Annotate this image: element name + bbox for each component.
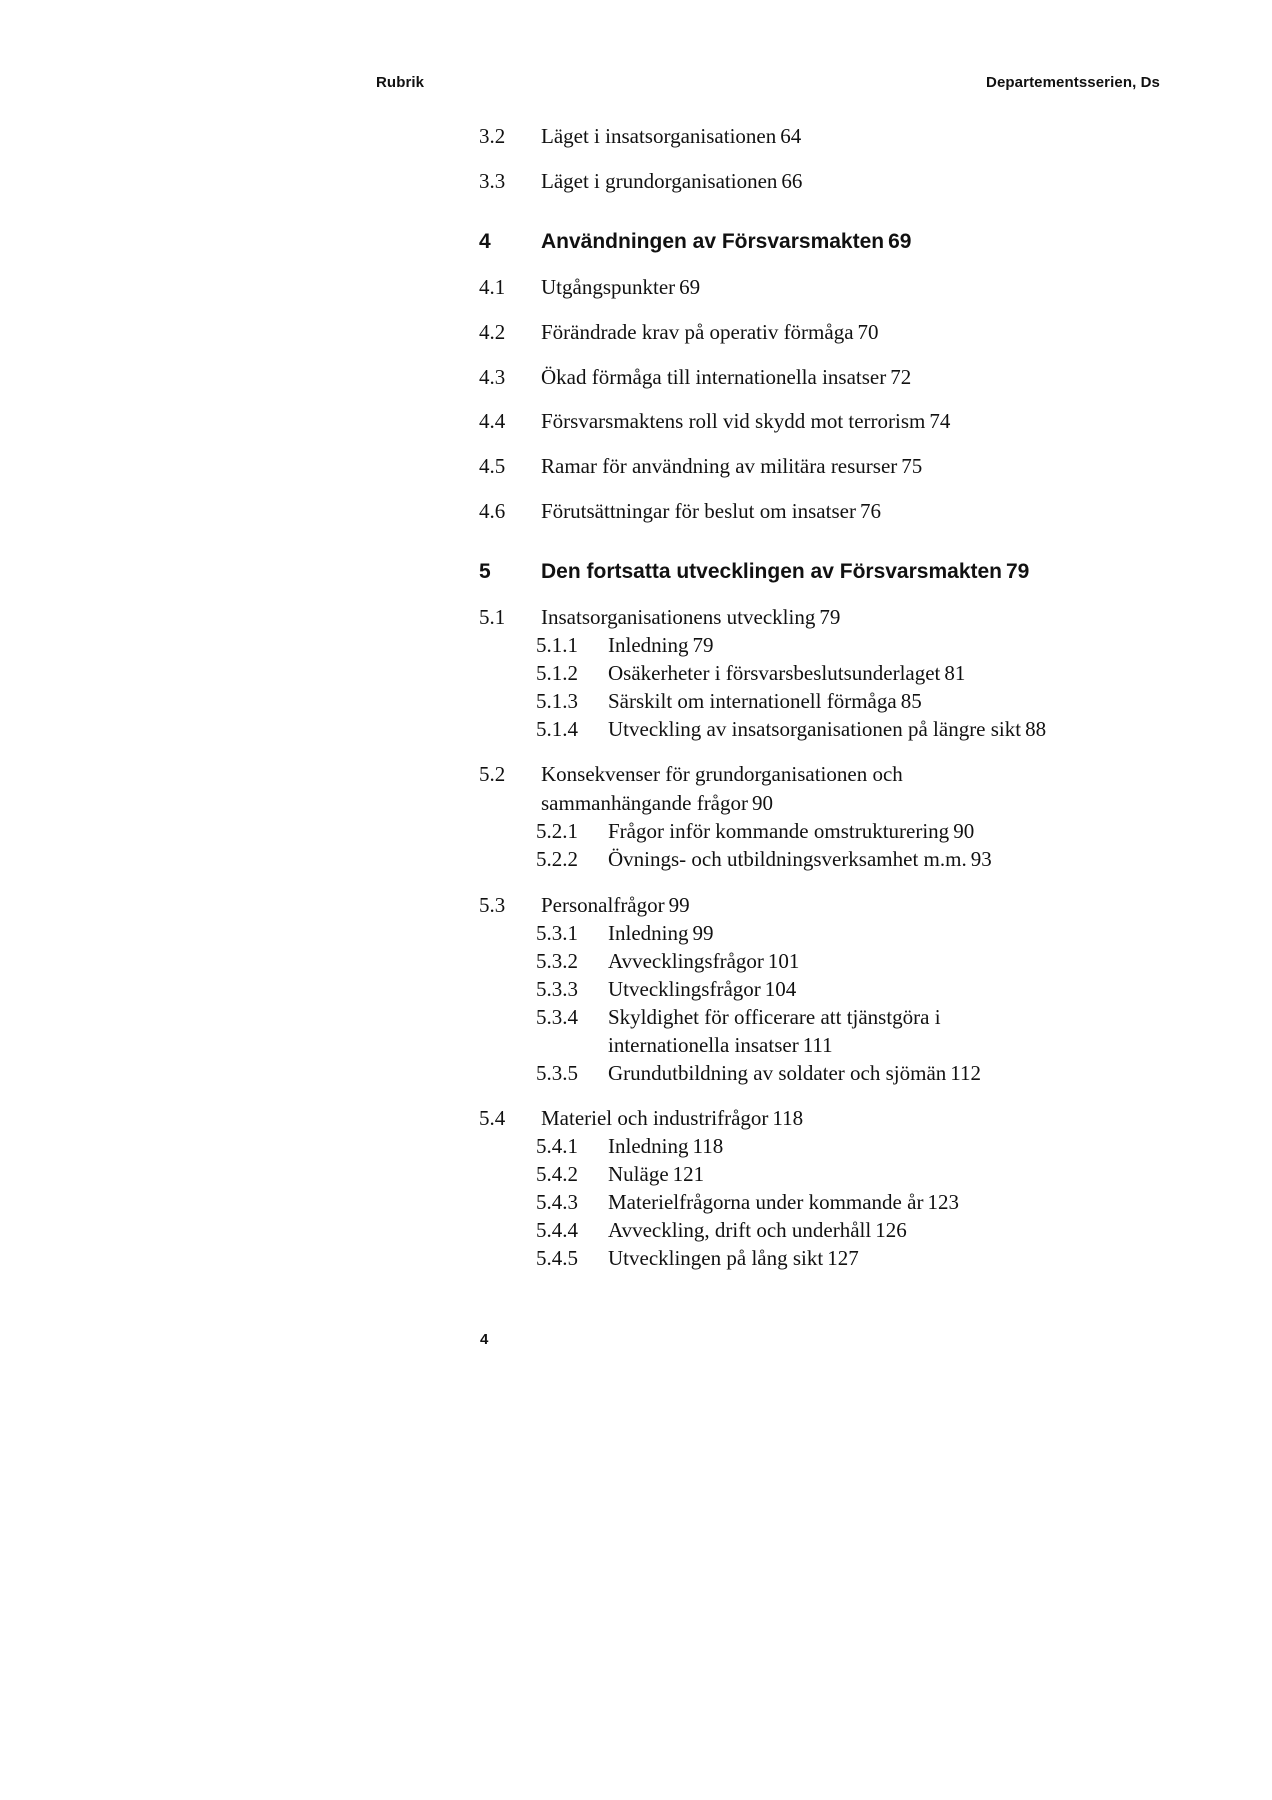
toc-entry-number: 5.1.1 [536, 633, 578, 657]
toc-entry-number: 5 [479, 560, 491, 583]
toc-entry-number: 5.2.2 [536, 847, 578, 871]
toc-entry-page: 118 [772, 1106, 804, 1130]
toc-entry-title: Utveckling av insatsorganisationen på längre sikt [608, 717, 1022, 741]
toc-entry-title: Personalfrågor [541, 893, 665, 917]
toc-entry-number: 4.2 [479, 320, 506, 344]
toc-entry-title: Materielfrågorna under kommande år [608, 1190, 924, 1214]
toc-entry-number: 5.3 [479, 893, 506, 917]
toc-entry-page: 104 [764, 977, 797, 1001]
toc-entry-page: 72 [890, 365, 912, 389]
toc-entry-number: 3.2 [479, 124, 506, 148]
toc-entry-page: 101 [767, 949, 800, 973]
toc-entry-page: 127 [827, 1246, 859, 1270]
toc-entry-page: 88 [1025, 717, 1047, 741]
toc-entry-number: 4.3 [479, 365, 506, 389]
toc-entry-number: 5.4.3 [536, 1190, 578, 1214]
toc-entry-page: 69 [888, 230, 912, 253]
toc-entry-title: Osäkerheter i försvarsbeslutsunderlaget [608, 661, 941, 685]
toc-entry-page: 79 [1006, 560, 1030, 583]
toc-entry-page: 79 [692, 633, 714, 657]
toc-entry-number: 5.2 [479, 762, 506, 786]
toc-entry-number: 4 [479, 230, 491, 253]
toc-entry-page: 66 [781, 169, 803, 193]
toc-entry-page: 90 [953, 819, 975, 843]
toc-entry-page: 126 [875, 1218, 907, 1242]
toc-entry-title: Särskilt om internationell förmåga [608, 689, 897, 713]
running-header-left: Rubrik [376, 74, 425, 91]
toc-entry-number: 4.6 [479, 499, 506, 523]
toc-entry-number: 5.4.4 [536, 1218, 578, 1242]
toc-entry-page: 69 [679, 275, 701, 299]
toc-entry-title: Förutsättningar för beslut om insatser [541, 499, 856, 523]
toc-entry-title: Insatsorganisationens utveckling [541, 605, 816, 629]
toc-entry-title: Läget i grundorganisationen [541, 169, 778, 193]
toc-entry-page: 118 [692, 1134, 724, 1158]
toc-entry-title: Inledning [608, 633, 689, 657]
toc-entry-title: Användningen av Försvarsmakten [541, 230, 885, 253]
toc-entry-title: Ramar för användning av militära resurser [541, 454, 898, 478]
toc-entry-title: Övnings- och utbildningsverksamhet m.m. [608, 847, 967, 871]
toc-entry-page: 111 [802, 1033, 833, 1057]
toc-entry-number: 5.2.1 [536, 819, 578, 843]
toc-entry-number: 5.1.4 [536, 717, 578, 741]
toc-entry-page: 93 [970, 847, 992, 871]
toc-entry-page: 81 [944, 661, 966, 685]
toc-entry-title: Konsekvenser för grundorganisationen och [541, 762, 903, 786]
toc-entry-number: 3.3 [479, 169, 506, 193]
toc-entry-number: 5.3.4 [536, 1005, 578, 1029]
toc-entry-title: Frågor inför kommande omstrukturering [608, 819, 950, 843]
toc-entry-page: 85 [900, 689, 922, 713]
toc-entry-page: 90 [752, 791, 773, 815]
toc-entry-number: 5.4.1 [536, 1134, 578, 1158]
toc-entry-title: Utvecklingen på lång sikt [608, 1246, 824, 1270]
toc-entry-title-continuation: internationella insatser [608, 1033, 799, 1057]
page-number: 4 [480, 1331, 489, 1348]
toc-entry-title: Läget i insatsorganisationen [541, 124, 777, 148]
toc-entry-page: 121 [672, 1162, 705, 1186]
toc-entry-number: 5.1.3 [536, 689, 578, 713]
toc-entry-number: 5.4.2 [536, 1162, 578, 1186]
toc-entry-title: Inledning [608, 1134, 689, 1158]
running-header-right: Departementsserien, Ds [986, 74, 1160, 91]
toc-entry-page: 76 [859, 499, 881, 523]
toc-entry-title: Skyldighet för officerare att tjänstgöra i [608, 1005, 941, 1029]
toc-entry-title: Ökad förmåga till internationella insatser [541, 365, 887, 389]
toc-entry-title: Grundutbildning av soldater och sjömän [608, 1061, 947, 1085]
toc-entry-title: Den fortsatta utvecklingen av Försvarsmakten [541, 560, 1002, 583]
toc-entry-page: 70 [857, 320, 879, 344]
toc-entry-title: Avveckling, drift och underhåll [608, 1218, 872, 1242]
toc-entry-number: 5.1.2 [536, 661, 578, 685]
toc-entry-title: Materiel och industrifrågor [541, 1106, 769, 1130]
toc-entry-page: 79 [819, 605, 841, 629]
toc-entry-page: 112 [950, 1061, 982, 1085]
toc-entry-title: Utvecklingsfrågor [608, 977, 761, 1001]
toc-entry-page: 99 [668, 893, 690, 917]
toc-entry-page: 123 [927, 1190, 959, 1214]
toc-entry-number: 5.3.1 [536, 921, 578, 945]
toc-entry-number: 4.5 [479, 454, 506, 478]
toc-entry-page: 64 [780, 124, 802, 148]
toc-entry-number: 5.3.5 [536, 1061, 578, 1085]
toc-entry-number: 5.3.3 [536, 977, 578, 1001]
toc-entry-number: 4.4 [479, 409, 506, 433]
toc-entry-number: 5.1 [479, 605, 506, 629]
toc-entry-title: Försvarsmaktens roll vid skydd mot terrorism [541, 409, 926, 433]
toc-entry-number: 4.1 [479, 275, 506, 299]
toc-entry-title-continuation: sammanhängande frågor [541, 791, 748, 815]
toc-entry-title: Avvecklingsfrågor [608, 949, 764, 973]
toc-entry-page: 99 [692, 921, 714, 945]
toc-entry-title: Förändrade krav på operativ förmåga [541, 320, 854, 344]
toc-entry-page: 75 [901, 454, 923, 478]
toc-entry-number: 5.4 [479, 1106, 506, 1130]
toc-entry-number: 5.4.5 [536, 1246, 578, 1270]
toc-entry-number: 5.3.2 [536, 949, 578, 973]
toc-entry-title: Nuläge [608, 1162, 669, 1186]
toc-entry-page: 74 [929, 409, 951, 433]
toc-entry-title: Inledning [608, 921, 689, 945]
toc-entry-title: Utgångspunkter [541, 275, 676, 299]
